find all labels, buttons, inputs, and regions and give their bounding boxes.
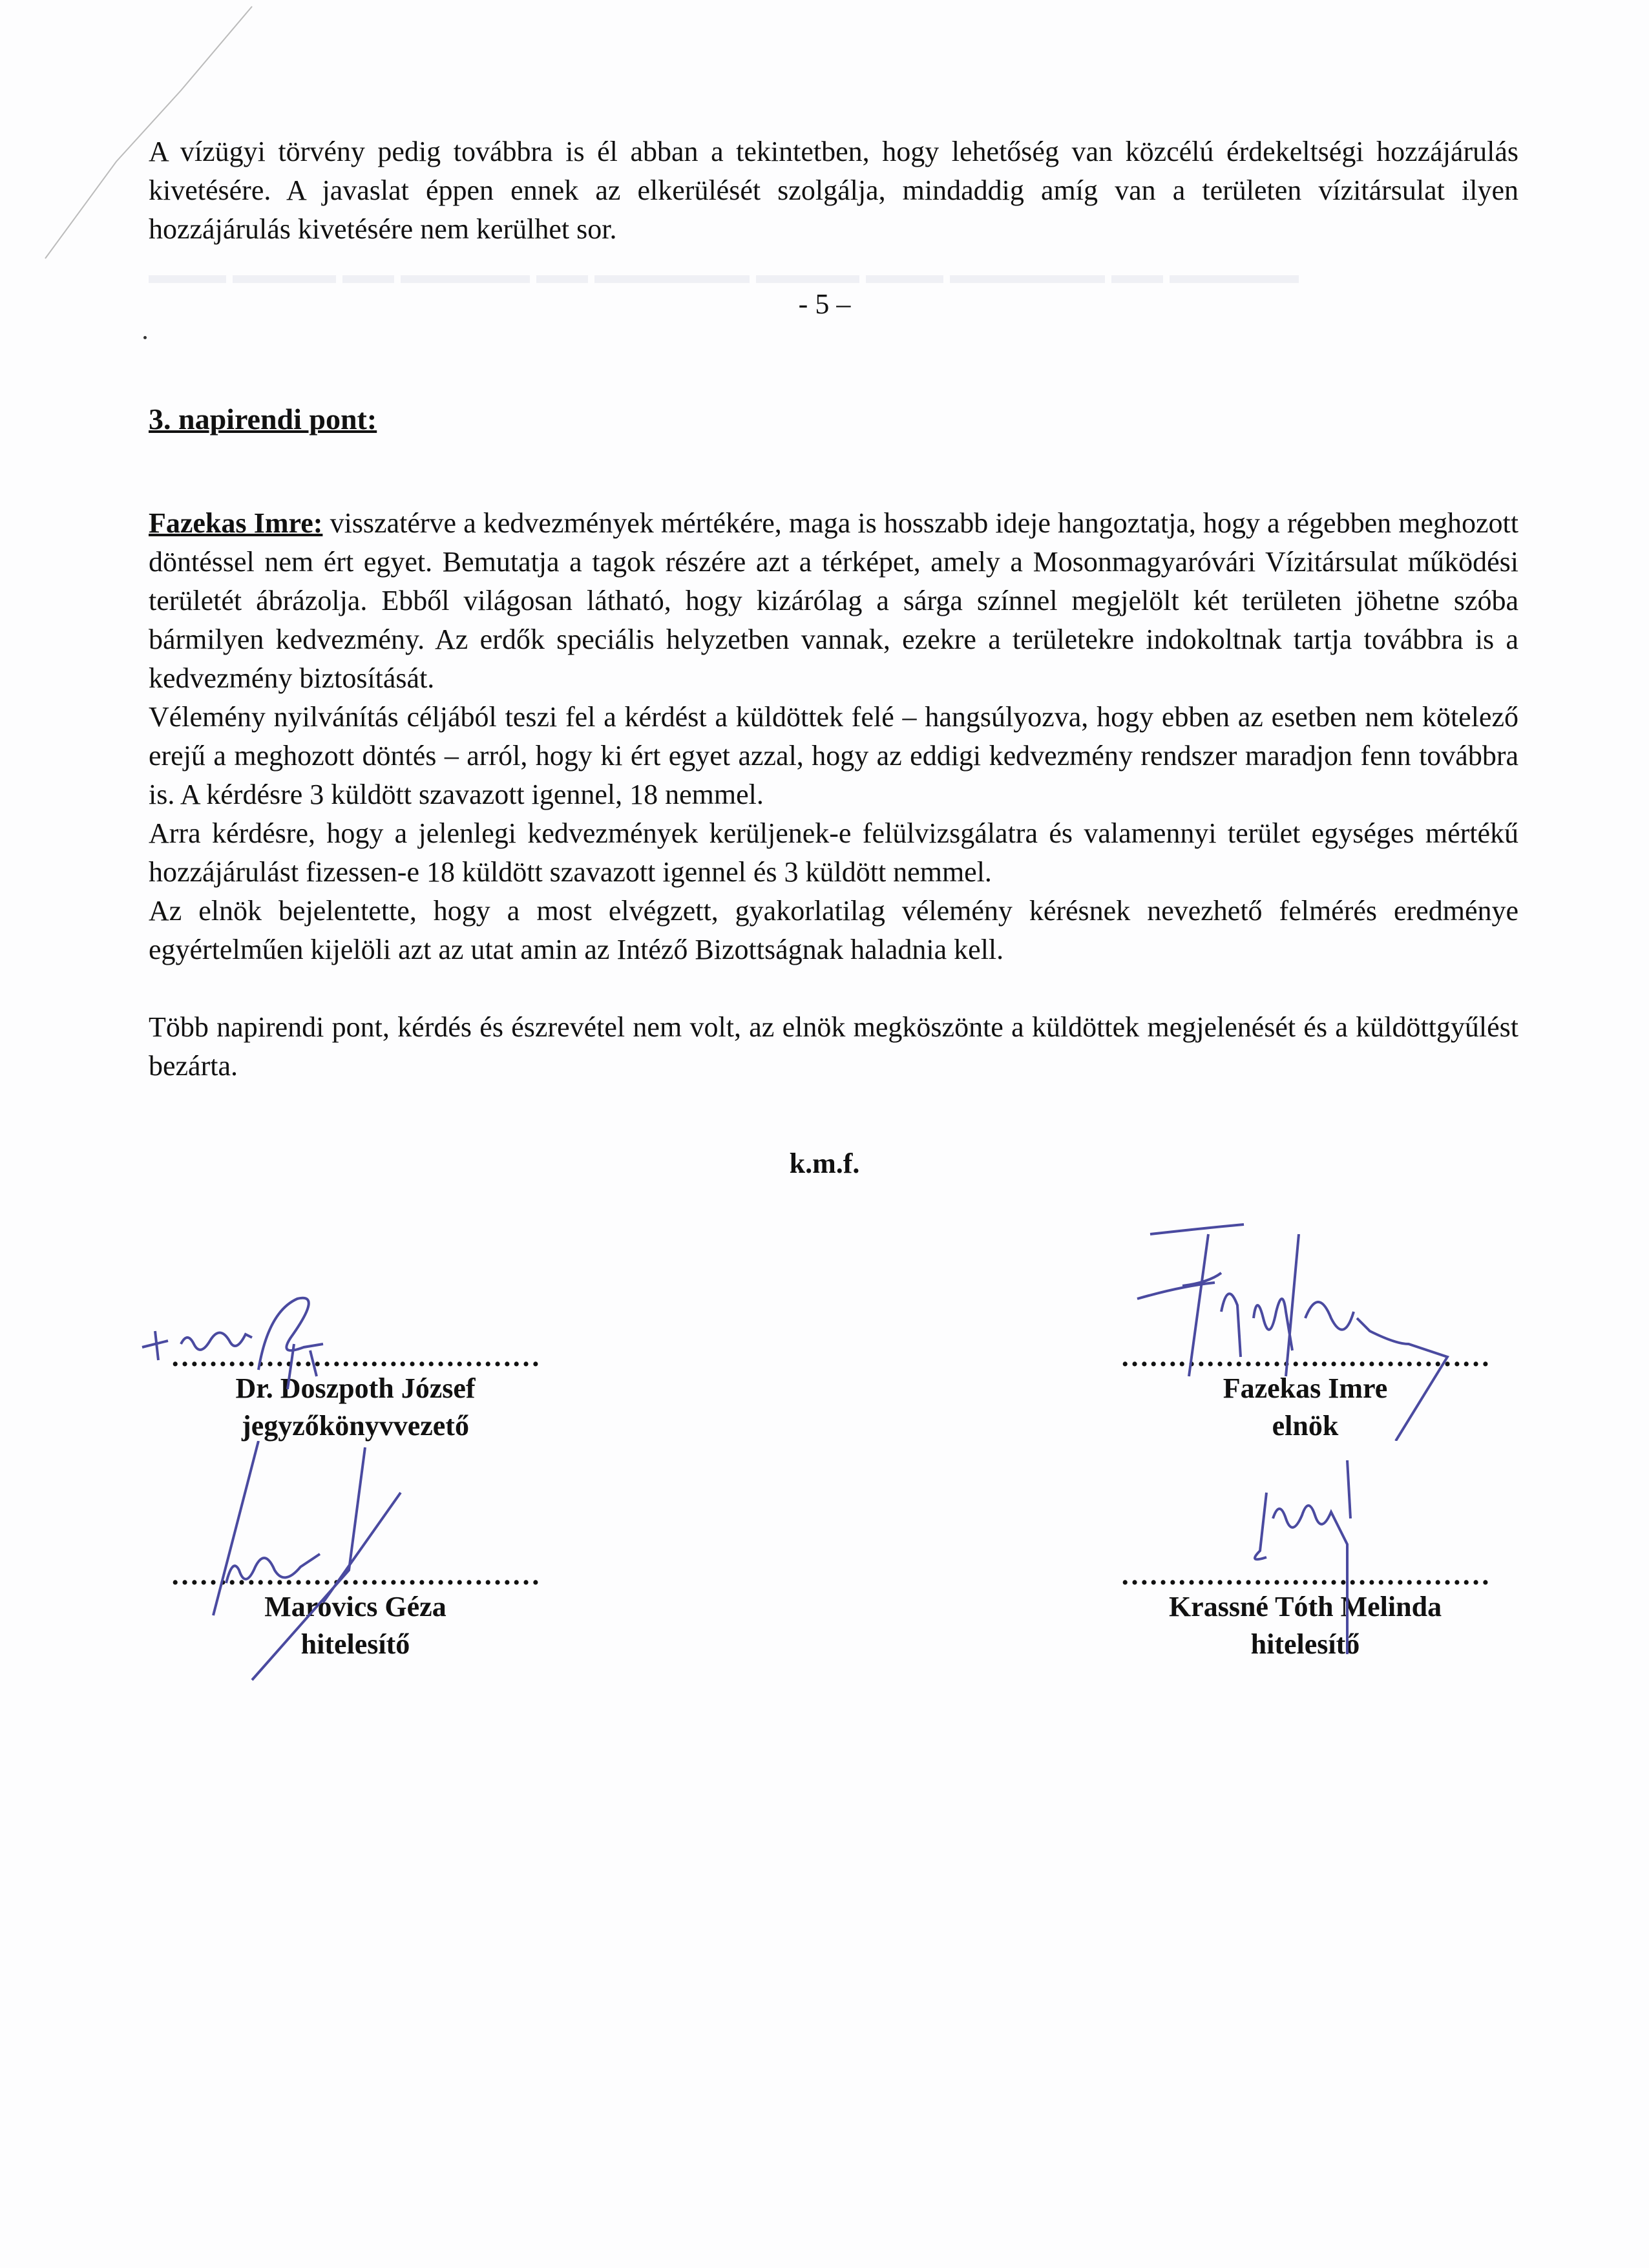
stray-mark (143, 336, 147, 339)
signature-line: ………………………………… (1120, 1350, 1490, 1370)
discussion-body (149, 504, 1518, 1086)
paragraph-text: Vélemény nyilvánítás céljából teszi fel a kérdést a küldöttek felé – hangsúlyozva, hogy ebben az esetben nem kötelező erejű a meghozott döntés – arról, hogy ki ért egyet azzal, hogy az eddigi kedvezmény rendszer maradjon fenn továbbra is. A kérdésre 3 küldött szavazott igennel, 18 nemmel. (149, 701, 1518, 810)
signatory-role: hitelesítő (300, 1628, 410, 1660)
signature-block-chair (1092, 1350, 1518, 1445)
signatory-name: Fazekas Imre (1223, 1372, 1388, 1404)
signature-block-verifier-1 (142, 1569, 569, 1663)
bleed-through-text: ▬▬▬ ▬▬▬▬ ▬▬ ▬▬▬▬▬ ▬▬ ▬▬▬▬▬▬ ▬▬▬▬ ▬▬▬ ▬▬▬▬▬▬ ▬▬ ▬▬▬▬▬ (149, 260, 1299, 289)
intro-paragraph (149, 132, 1518, 249)
page-number: - 5 – (798, 288, 851, 320)
section-heading: 3. napirendi pont: (149, 403, 377, 436)
signatory-name: Dr. Doszpoth József (235, 1372, 476, 1404)
speaker-name: Fazekas Imre: (149, 507, 323, 539)
signatory-role: hitelesítő (1250, 1628, 1360, 1660)
signatory-name: Marovics Géza (264, 1591, 446, 1622)
signature-line: ………………………………… (171, 1350, 540, 1370)
intro-text: A vízügyi törvény pedig továbbra is él abban a tekintetben, hogy lehetőség van közcélú érdekeltségi hozzájárulás kivetésére. A javaslat éppen ennek az elkerülését szolgálja, mindaddig amíg van a területen vízitársulat ilyen hozzájárulás kivetésére nem kerülhet sor. (149, 136, 1518, 245)
signatory-name: Krassné Tóth Melinda (1168, 1591, 1442, 1622)
closing-paragraph: Több napirendi pont, kérdés és észrevétel nem volt, az elnök megköszönte a küldöttek megjelenését és a küldöttgyűlést bezárta. (149, 1011, 1518, 1082)
signature-line: ………………………………… (1120, 1569, 1490, 1588)
paragraph-text: Az elnök bejelentette, hogy a most elvégzett, gyakorlatilag vélemény kérésnek nevezhető felmérés eredménye egyértelműen kijelöli azt az utat amin az Intéző Bizottságnak haladnia kell. (149, 895, 1518, 965)
signature-line: ………………………………… (171, 1569, 540, 1588)
signatory-role: elnök (1272, 1410, 1339, 1442)
signature-block-recorder (142, 1350, 569, 1445)
signature-block-verifier-2 (1092, 1569, 1518, 1663)
signatory-role: jegyzőkönyvvezető (242, 1410, 469, 1442)
paragraph-text: visszatérve a kedvezmények mértékére, maga is hosszabb ideje hangoztatja, hogy a régebben meghozott döntéssel nem ért egyet. Bemutatja a tagok részére azt a térképet, amely a Mosonmagyaróvári Vízitársulat működési területét ábrázolja. Ebből világosan látható, hogy kizárólag a sárga színnel megjelölt két területen jöhetne szóba bármilyen kedvezmény. Az erdők speciális helyzetben vannak, ezekre a területekre indokoltnak tartja továbbra is a kedvezmény biztosítását. (149, 507, 1518, 694)
kmf-label: k.m.f. (789, 1148, 860, 1179)
paragraph-speaker (149, 504, 1518, 698)
paragraph-text: Arra kérdésre, hogy a jelenlegi kedvezmények kerüljenek-e felülvizsgálatra és valamennyi terület egységes mértékű hozzájárulást fizessen-e 18 küldött szavazott igennel és 3 küldött nemmel. (149, 817, 1518, 888)
